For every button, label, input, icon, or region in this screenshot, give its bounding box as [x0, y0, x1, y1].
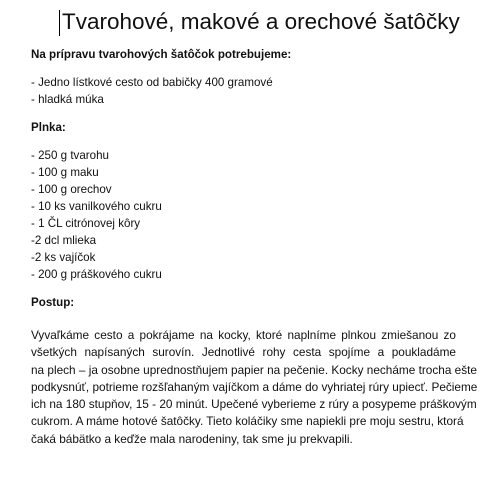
procedure-line: čaká bábätko a keďže mala narodeniny, tak sme ju prekvapili.: [31, 431, 353, 446]
filling-item[interactable]: -2 dcl mlieka: [31, 234, 97, 247]
procedure-line: cukrom. A máme hotové šatôčky. Tieto koláčiky sme napiekli pre moju sestru, ktorá: [31, 414, 464, 429]
text-cursor: [59, 10, 60, 36]
filling-heading[interactable]: Plnka:: [31, 121, 66, 134]
procedure-line: ich na 180 stupňov, 15 - 20 minút. Upečené vyberieme z rúry a posypeme práškovým: [31, 397, 477, 412]
filling-item[interactable]: - 10 ks vanilkového cukru: [31, 200, 162, 213]
procedure-line: na plech – ja osobne uprednostňujem papier na pečenie. Kocky necháme trocha ešte: [31, 362, 477, 377]
intro-heading[interactable]: Na prípravu tvarohových šatôčok potrebujeme:: [31, 48, 292, 61]
procedure-line: všetkých napísaných surovín. Jednotlivé rohy cesta spojíme a poukladáme: [31, 345, 456, 360]
document-title[interactable]: Tvarohové, makové a orechové šatôčky: [62, 9, 460, 34]
procedure-paragraph[interactable]: [31, 327, 478, 448]
filling-item[interactable]: - 1 ČL citrónovej kôry: [31, 217, 141, 230]
filling-item[interactable]: -2 ks vajíčok: [31, 251, 96, 264]
filling-item[interactable]: - 200 g práškového cukru: [31, 268, 162, 281]
filling-item[interactable]: - 100 g maku: [31, 166, 99, 179]
procedure-heading[interactable]: Postup:: [31, 296, 75, 309]
ingredient-item[interactable]: - hladká múka: [31, 93, 104, 106]
filling-item[interactable]: - 100 g orechov: [31, 183, 112, 196]
ingredient-item[interactable]: - Jedno lístkové cesto od babičky 400 gramové: [31, 76, 273, 89]
procedure-line: podkysnúť, potrieme rozšľahaným vajíčkom a dáme do vyhriatej rúry upiecť. Pečieme: [31, 379, 478, 394]
filling-item[interactable]: - 250 g tvarohu: [31, 149, 109, 162]
procedure-line: Vyvaľkáme cesto a pokrájame na kocky, ktoré naplníme plnkou zmiešanou zo: [31, 328, 456, 342]
